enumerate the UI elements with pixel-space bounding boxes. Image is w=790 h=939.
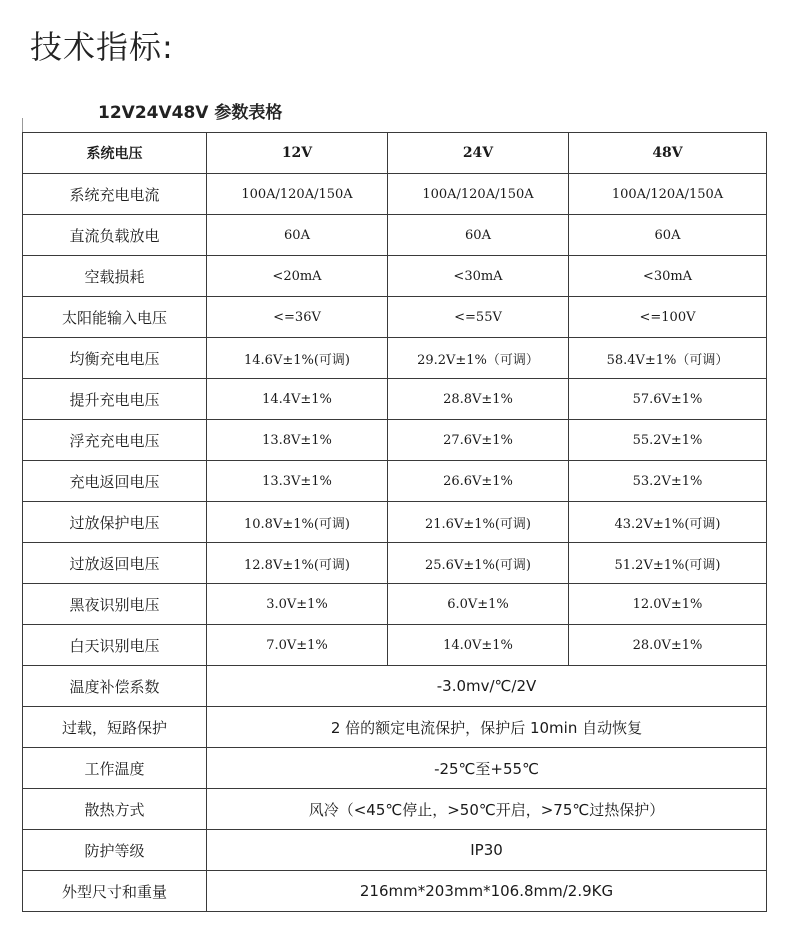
cell-merged-value: -3.0mv/℃/2V	[207, 666, 767, 707]
cell-48v: 57.6V±1%	[569, 379, 767, 420]
table-title: 12V24V48V 参数表格	[98, 103, 283, 123]
table-row	[23, 502, 767, 543]
table-row	[23, 215, 767, 256]
cell-12v: 3.0V±1%	[207, 584, 388, 625]
cell-24v: 29.2V±1%（可调）	[388, 338, 569, 379]
cell-12v: 14.4V±1%	[207, 379, 388, 420]
cell-24v: 100A/120A/150A	[388, 174, 569, 215]
cell-merged-value: 216mm*203mm*106.8mm/2.9KG	[207, 871, 767, 912]
row-label: 温度补偿系数	[23, 666, 207, 707]
cell-merged-value: 风冷（<45℃停止，>50℃开启，>75℃过热保护）	[207, 789, 767, 830]
cell-48v: 55.2V±1%	[569, 420, 767, 461]
cell-24v: 6.0V±1%	[388, 584, 569, 625]
row-label: 过载，短路保护	[23, 707, 207, 748]
header-48v: 48V	[569, 133, 767, 174]
cell-12v: 13.3V±1%	[207, 461, 388, 502]
row-label: 工作温度	[23, 748, 207, 789]
cell-24v: <=55V	[388, 297, 569, 338]
cell-48v: 60A	[569, 215, 767, 256]
header-24v: 24V	[388, 133, 569, 174]
table-header-row	[23, 133, 767, 174]
cell-24v: 26.6V±1%	[388, 461, 569, 502]
header-system-voltage: 系统电压	[23, 133, 207, 174]
cell-24v: 27.6V±1%	[388, 420, 569, 461]
cell-24v: <30mA	[388, 256, 569, 297]
table-row	[23, 338, 767, 379]
row-label: 直流负载放电	[23, 215, 207, 256]
cell-48v: 100A/120A/150A	[569, 174, 767, 215]
row-label: 均衡充电电压	[23, 338, 207, 379]
cell-12v: 12.8V±1%(可调)	[207, 543, 388, 584]
row-label: 过放保护电压	[23, 502, 207, 543]
cell-24v: 28.8V±1%	[388, 379, 569, 420]
cell-48v: 28.0V±1%	[569, 625, 767, 666]
table-row	[23, 256, 767, 297]
table-row-merged	[23, 666, 767, 707]
cell-12v: 100A/120A/150A	[207, 174, 388, 215]
row-label: 白天识别电压	[23, 625, 207, 666]
table-row-merged	[23, 789, 767, 830]
table-row	[23, 174, 767, 215]
row-label: 充电返回电压	[23, 461, 207, 502]
table-row-merged	[23, 748, 767, 789]
row-label: 防护等级	[23, 830, 207, 871]
table-row	[23, 584, 767, 625]
cell-48v: <=100V	[569, 297, 767, 338]
row-label: 提升充电电压	[23, 379, 207, 420]
table-row-merged	[23, 707, 767, 748]
table-row	[23, 379, 767, 420]
cell-48v: 12.0V±1%	[569, 584, 767, 625]
cell-12v: <20mA	[207, 256, 388, 297]
cell-24v: 21.6V±1%(可调)	[388, 502, 569, 543]
row-label: 系统充电电流	[23, 174, 207, 215]
row-label: 外型尺寸和重量	[23, 871, 207, 912]
cell-24v: 14.0V±1%	[388, 625, 569, 666]
table-row-merged	[23, 871, 767, 912]
header-12v: 12V	[207, 133, 388, 174]
table-row	[23, 297, 767, 338]
table-row	[23, 461, 767, 502]
table-body	[23, 174, 767, 912]
row-label: 太阳能输入电压	[23, 297, 207, 338]
cell-merged-value: IP30	[207, 830, 767, 871]
spec-table	[22, 132, 767, 912]
row-label: 过放返回电压	[23, 543, 207, 584]
row-label: 散热方式	[23, 789, 207, 830]
cell-48v: 43.2V±1%(可调)	[569, 502, 767, 543]
table-row-merged	[23, 830, 767, 871]
cell-12v: 60A	[207, 215, 388, 256]
cell-merged-value: 2 倍的额定电流保护，保护后 10min 自动恢复	[207, 707, 767, 748]
cell-48v: <30mA	[569, 256, 767, 297]
cell-12v: 14.6V±1%(可调)	[207, 338, 388, 379]
page-heading: 技术指标:	[30, 28, 174, 66]
cell-24v: 60A	[388, 215, 569, 256]
cell-merged-value: -25℃至+55℃	[207, 748, 767, 789]
row-label: 黑夜识别电压	[23, 584, 207, 625]
cell-48v: 51.2V±1%(可调)	[569, 543, 767, 584]
cell-24v: 25.6V±1%(可调)	[388, 543, 569, 584]
cell-12v: 10.8V±1%(可调)	[207, 502, 388, 543]
row-label: 空载损耗	[23, 256, 207, 297]
cell-12v: 13.8V±1%	[207, 420, 388, 461]
cell-12v: <=36V	[207, 297, 388, 338]
table-row	[23, 420, 767, 461]
cell-12v: 7.0V±1%	[207, 625, 388, 666]
cell-48v: 53.2V±1%	[569, 461, 767, 502]
row-label: 浮充充电电压	[23, 420, 207, 461]
table-row	[23, 543, 767, 584]
table-row	[23, 625, 767, 666]
cell-48v: 58.4V±1%（可调）	[569, 338, 767, 379]
